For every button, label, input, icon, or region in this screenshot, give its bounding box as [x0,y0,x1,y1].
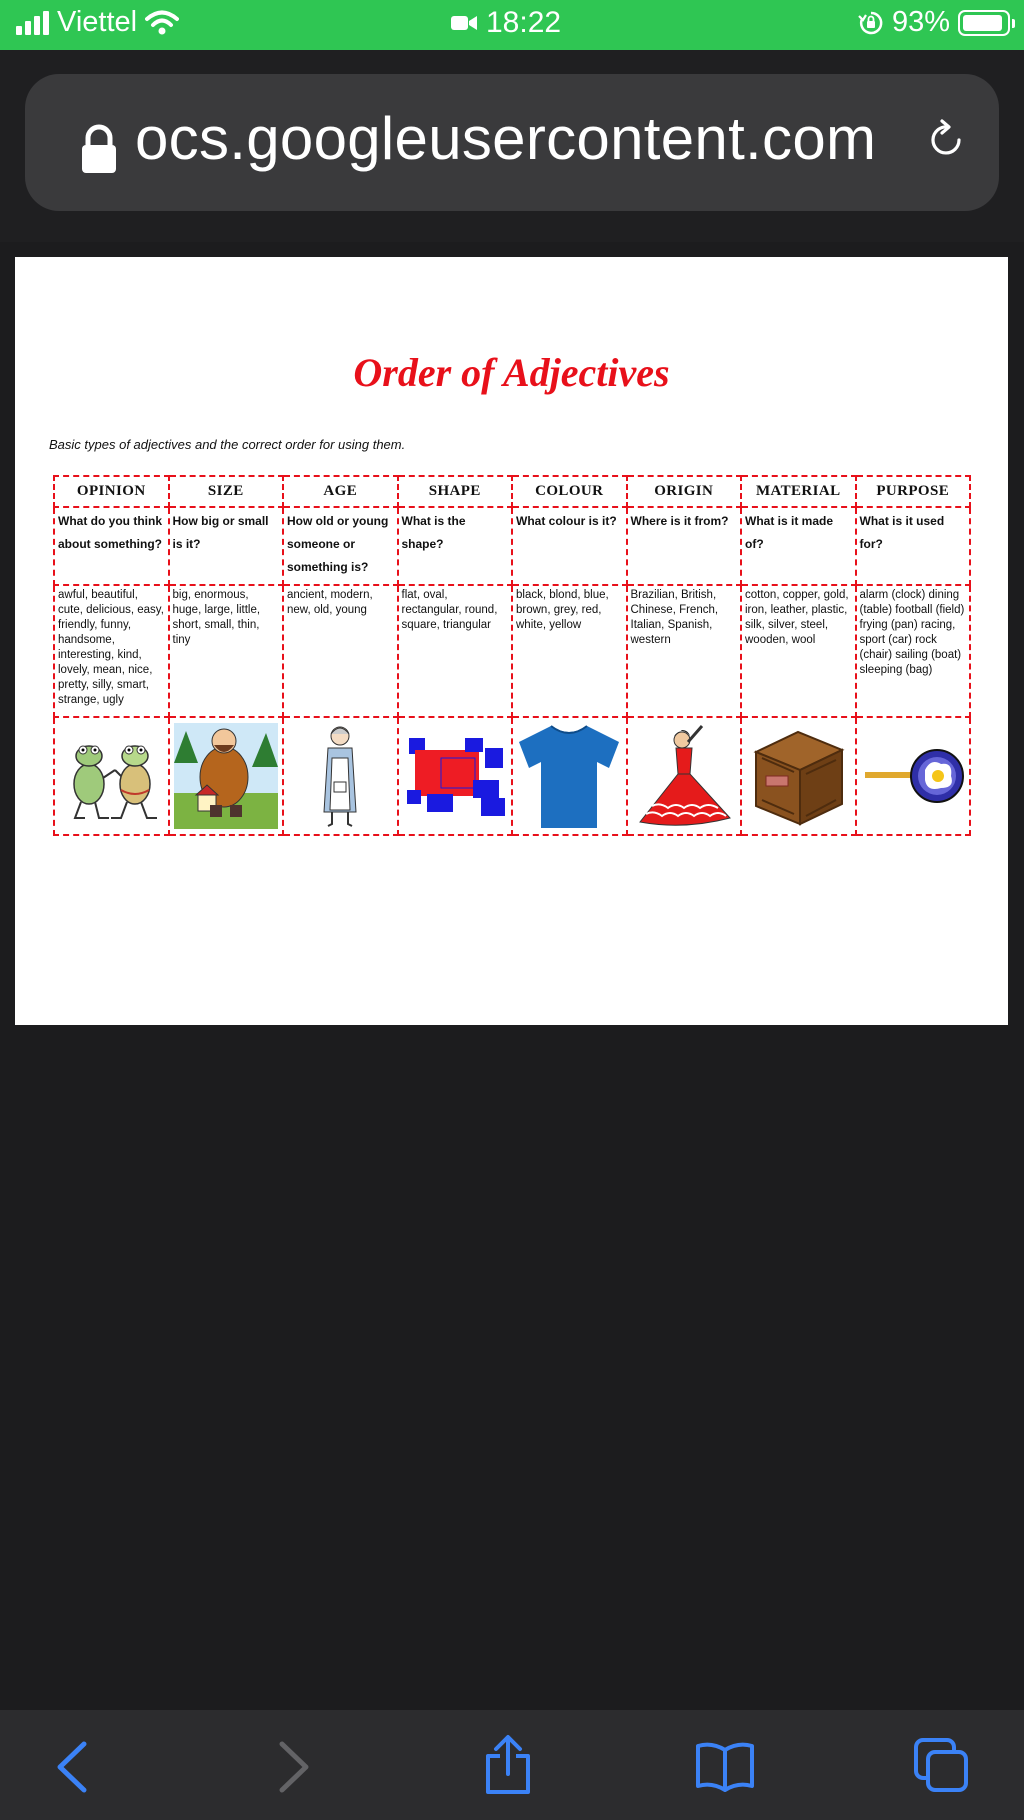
image-cell [741,717,856,835]
examples-cell: ancient, modern, new, old, young [283,585,398,717]
tshirt-illustration [517,722,621,830]
image-cell [283,717,398,835]
status-left [16,6,179,39]
lock-icon [79,124,119,174]
question-cell: What do you think about something? [54,507,169,585]
examples-cell: big, enormous, huge, large, little, short, small, thin, tiny [169,585,284,717]
header-cell: SIZE [169,476,284,507]
wifi-icon [145,10,179,36]
question-cell: How big or small is it? [169,507,284,585]
header-cell: MATERIAL [741,476,856,507]
document-page[interactable] [15,257,1008,1025]
signal-icon [16,11,49,35]
tabs-button[interactable] [912,1736,970,1794]
share-button[interactable] [482,1734,534,1796]
flamenco-dancer-illustration [634,722,734,830]
status-center [450,6,561,40]
question-row [54,507,970,585]
old-woman-illustration [310,722,370,830]
examples-cell: alarm (clock) dining (table) football (field) frying (pan) racing, sport (car) rock (chair) sailing (boat) sleeping (bag) [856,585,971,717]
image-cell [512,717,627,835]
header-cell: AGE [283,476,398,507]
header-cell: OPINION [54,476,169,507]
bookmarks-button[interactable] [694,1740,756,1792]
question-cell: Where is it from? [627,507,742,585]
document-subtitle: Basic types of adjectives and the correct order for using them. [49,437,406,452]
battery-fill [963,15,1002,31]
header-cell: SHAPE [398,476,513,507]
status-bar [0,0,1024,50]
status-right [858,6,1010,39]
image-cell [627,717,742,835]
battery-percent: 93% [891,6,950,38]
examples-cell: cotton, copper, gold, iron, leather, plastic, silk, silver, steel, wooden, wool [741,585,856,717]
giant-illustration [174,723,278,829]
question-cell: How old or young someone or something is? [283,507,398,585]
reload-icon[interactable] [925,118,969,164]
adjectives-table [53,475,971,836]
wooden-crate-illustration [748,724,848,828]
image-cell [54,717,169,835]
header-row [54,476,970,507]
video-camera-icon [450,13,478,33]
forward-button[interactable] [276,1740,312,1794]
url-text[interactable]: ocs.googleusercontent.com [135,105,877,172]
frying-pan-illustration [861,736,965,816]
header-cell: ORIGIN [627,476,742,507]
shapes-illustration [405,734,505,818]
question-cell: What is it made of? [741,507,856,585]
orientation-lock-icon [858,10,884,36]
examples-cell: awful, beautiful, cute, delicious, easy, friendly, funny, handsome, interesting, kind, lovely, mean, nice, pretty, silly, smart, strange, ugly [54,585,169,717]
back-button[interactable] [54,1740,90,1794]
image-row [54,717,970,835]
image-cell [169,717,284,835]
question-cell: What is the shape? [398,507,513,585]
examples-cell: Brazilian, British, Chinese, French, Italian, Spanish, western [627,585,742,717]
question-cell: What colour is it? [512,507,627,585]
image-cell [398,717,513,835]
header-cell: COLOUR [512,476,627,507]
examples-cell: flat, oval, rectangular, round, square, triangular [398,585,513,717]
frogs-illustration [59,726,163,826]
clock-time: 18:22 [486,6,562,39]
header-cell: PURPOSE [856,476,971,507]
battery-icon [958,10,1010,36]
document-title: Order of Adjectives [353,350,670,395]
examples-row [54,585,970,717]
browser-address-area [0,50,1024,242]
examples-cell: black, blond, blue, brown, grey, red, white, yellow [512,585,627,717]
carrier-label: Viettel [57,6,138,38]
image-cell [856,717,971,835]
browser-toolbar [0,1710,1024,1820]
question-cell: What is it used for? [856,507,971,585]
address-bar[interactable] [25,74,999,211]
